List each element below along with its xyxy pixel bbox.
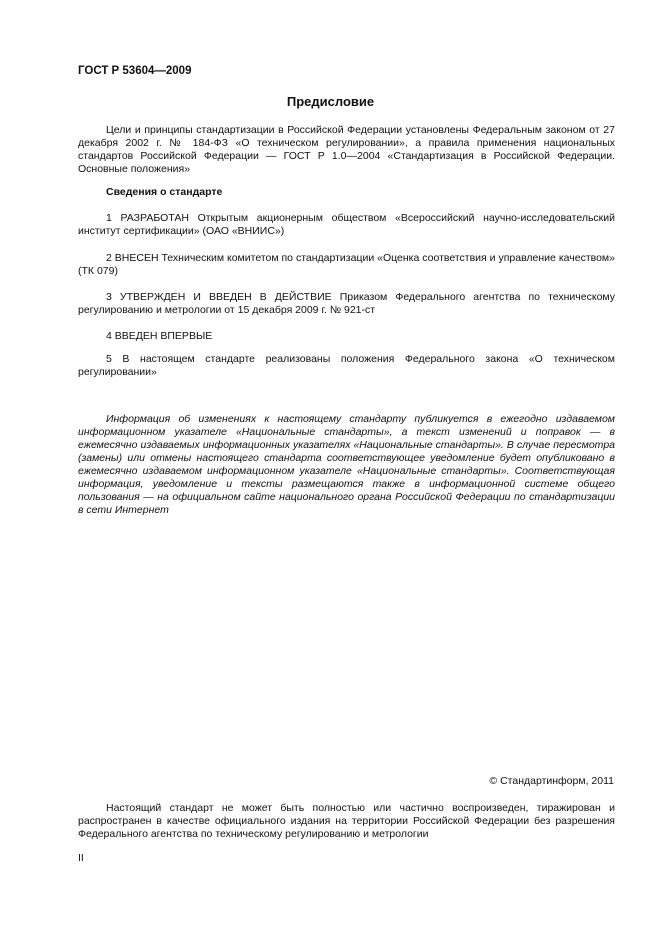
standard-info-heading: Сведения о стандарте <box>106 186 223 198</box>
document-header: ГОСТ Р 53604—2009 <box>78 65 192 77</box>
page-title: Предисловие <box>286 94 375 109</box>
item-5-implemented: 5 В настоящем стандарте реализованы положения Федерального закона «О техническом регулировании» <box>78 353 615 378</box>
page-number: II <box>78 852 84 864</box>
item-3-approved: 3 УТВЕРЖДЕН И ВВЕДЕН В ДЕЙСТВИЕ Приказом Федерального агентства по техническому регулированию и метрологии от 15 декабря 2009 г. № 921-ст <box>78 291 615 316</box>
changes-info-paragraph: Информация об изменениях к настоящему стандарту публикуется в ежегодно издаваемом информационном указателе «Национальные стандарты», а текст изменений и поправок — в ежемесячно издаваемых информационных указателях «Национальные стандарты». В случае пересмотра (замены) или отмены настоящего стандарта соответствующее уведомление будет опубликовано в ежемесячно издаваемом информационном указателе «Национальные стандарты». Соответствующая информация, уведомление и тексты размещаются также в информационной системе общего пользования — на официальном сайте национального органа Российской Федерации по стандартизации в сети Интернет <box>78 413 615 516</box>
item-1-developed: 1 РАЗРАБОТАН Открытым акционерным обществом «Всероссийский научно-исследовательский институт сертификации» (ОАО «ВНИИС») <box>78 212 615 237</box>
copyright-notice: © Стандартинформ, 2011 <box>489 775 614 787</box>
item-2-introduced: 2 ВНЕСЕН Техническим комитетом по стандартизации «Оценка соответствия и управление качеством» (ТК 079) <box>78 252 615 277</box>
item-4-first-introduced: 4 ВВЕДЕН ВПЕРВЫЕ <box>106 330 213 342</box>
intro-paragraph: Цели и принципы стандартизации в Российской Федерации установлены Федеральным законом от 27 декабря 2002 г. № 184-ФЗ «О техническом регулировании», а правила применения национальных стандартов Российской Федерации — ГОСТ Р 1.0—2004 «Стандартизация в Российской Федерации. Основные положения» <box>78 124 615 175</box>
reproduction-notice: Настоящий стандарт не может быть полностью или частично воспроизведен, тиражирован и распространен в качестве официального издания на территории Российской Федерации без разрешения Федерального агентства по техническому регулированию и метрологии <box>78 802 615 840</box>
